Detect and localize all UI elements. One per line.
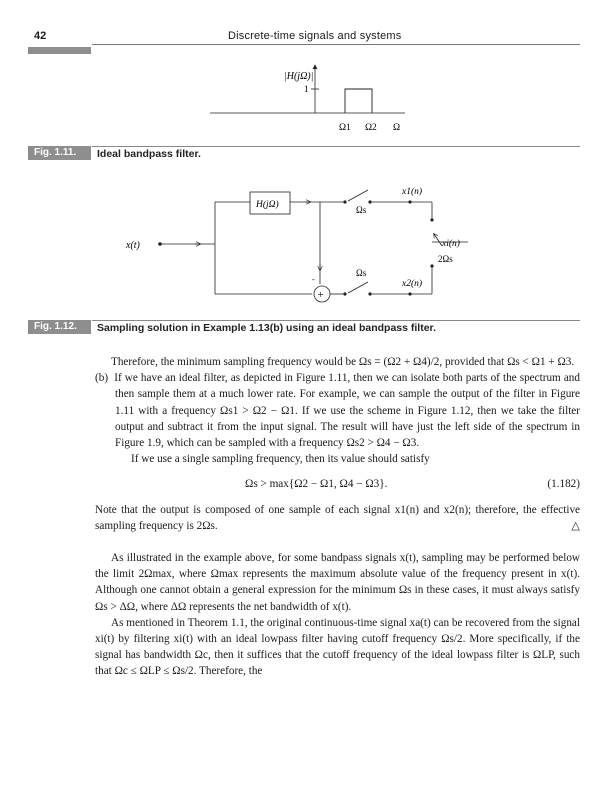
- out-top-label: x1(n): [402, 187, 423, 197]
- summer-plus: +: [317, 289, 324, 301]
- figure-1-11-tag: Fig. 1.11.: [28, 146, 91, 160]
- sampler-top-label: Ωs: [356, 205, 367, 215]
- sum-minus: -: [312, 275, 315, 284]
- end-mark: △: [571, 519, 580, 532]
- sampler-bottom-label: Ωs: [356, 268, 367, 278]
- figure-1-11-caption: Ideal bandpass filter.: [97, 148, 201, 160]
- figure-1-11-plot: [200, 60, 410, 140]
- item-b-label: (b): [95, 372, 109, 385]
- paragraph-4-text: Note that the output is composed of one sample of each signal x1(n) and x2(n); therefore, the effective sampling frequency is 2Ωs.: [95, 503, 580, 532]
- input-label: x(t): [126, 240, 140, 251]
- passband-rect: [345, 89, 372, 113]
- figure-1-12-diagram: [120, 180, 520, 310]
- figure-1-12-caption: Sampling solution in Example 1.13(b) using an ideal bandpass filter.: [97, 322, 436, 334]
- body-text: [95, 354, 580, 680]
- filter-label: H(jΩ): [256, 200, 279, 210]
- paragraph-1: Therefore, the minimum sampling frequency would be Ωs = (Ω2 + Ω4)/2, provided that Ωs < Ω1 + Ω3.: [111, 356, 575, 368]
- figure-1-12-rule: [92, 320, 580, 321]
- x-tick-omega1: Ω1: [339, 123, 351, 133]
- paragraph-5: As illustrated in the example above, for some bandpass signals x(t), sampling may be performed below the limit 2Ωmax, where Ωmax represents the maximum absolute value of the frequency present in x(t). Although one cannot obtain a general expression for the minimum Ωs in these cases, it must always satisfy Ωs > ΔΩ, where ΔΩ represents the net bandwidth of x(t).: [95, 552, 580, 613]
- equation-number: (1.182): [547, 478, 580, 491]
- x-tick-omega2: Ω2: [365, 123, 377, 133]
- paragraph-2: [95, 370, 580, 451]
- paragraph-4: [95, 502, 580, 534]
- equation-row: [95, 476, 580, 492]
- combined-out-label: xi(n): [442, 239, 460, 249]
- header-rule: [92, 44, 580, 45]
- paragraph-6: As mentioned in Theorem 1.1, the original continuous-time signal xa(t) can be recovered from the signal xi(t) by filtering xi(t) with an ideal lowpass filter having cutoff frequency Ωs/2. More specifically, if the signal has bandwidth Ωc, then it suffices that the cutoff frequency of the ideal lowpass filter is ΩLP, such that Ωc ≤ ΩLP ≤ Ωs/2. Therefore, the: [95, 616, 580, 678]
- paragraph-3: If we use a single sampling frequency, then its value should satisfy: [131, 453, 430, 466]
- figure-1-11-rule: [92, 146, 580, 147]
- y-axis-label: |H(jΩ)|: [284, 71, 314, 82]
- header-bar: [28, 47, 91, 54]
- equation: Ωs > max{Ω2 − Ω1, Ω4 − Ω3}.: [245, 478, 388, 491]
- item-b-text: If we have an ideal filter, as depicted in Figure 1.11, then we can isolate both parts of the spectrum and then sample them at a much lower rate. For example, we can sample the output of the filter in Figure 1.11 with a frequency Ωs1 > Ω2 − Ω1. If we use the scheme in Figure 1.12, then we take the filter output and subtract it from the input signal. The result will have just the left side of the spectrum in Figure 1.9, which can be sampled with a frequency Ωs2 > Ω4 − Ω3.: [114, 372, 580, 450]
- out-bottom-label: x2(n): [402, 279, 423, 289]
- page-number: 42: [34, 30, 47, 42]
- y-tick-label: 1: [304, 84, 309, 94]
- figure-1-12-tag: Fig. 1.12.: [28, 320, 91, 334]
- combined-rate-label: 2Ωs: [438, 254, 453, 264]
- running-head: Discrete-time signals and systems: [228, 30, 402, 42]
- x-tick-omega: Ω: [393, 123, 401, 133]
